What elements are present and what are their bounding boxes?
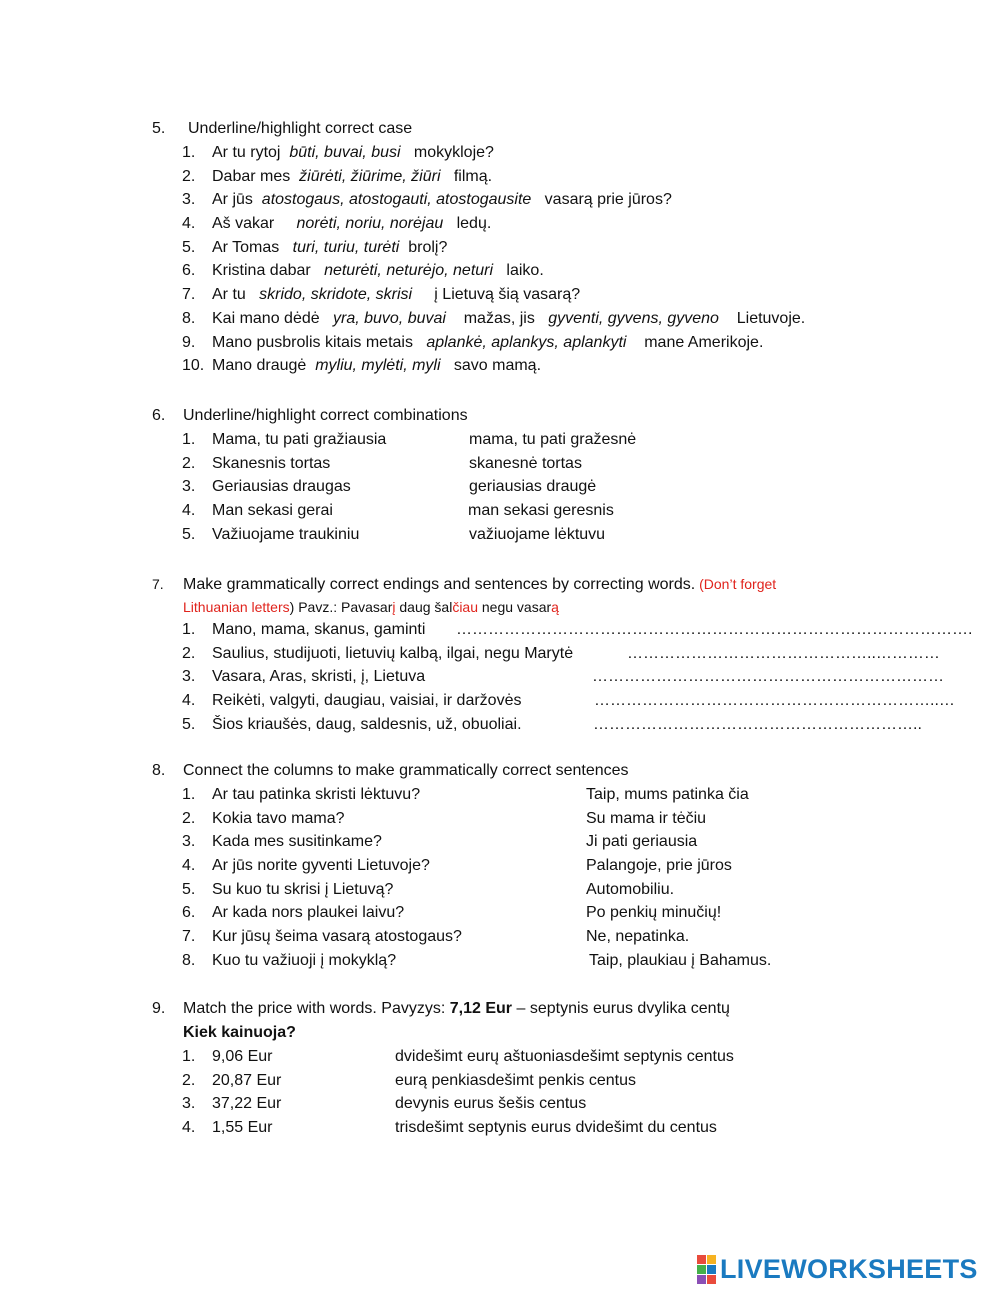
item-text: Saulius, studijuoti, lietuvių kalbą, ilgai, negu Marytė — [212, 644, 574, 662]
item-number: 3. — [182, 668, 196, 686]
answer-options[interactable]: neturėti, neturėjo, neturi — [324, 262, 494, 280]
list-item — [152, 475, 912, 499]
item-text: Šios kriaušės, daug, saldesnis, už, obuoliai. — [212, 715, 522, 733]
logo-block — [707, 1255, 716, 1264]
item-number: 5. — [182, 525, 196, 543]
price-words[interactable]: dvidešimt eurų aštuoniasdešimt septynis centus — [395, 1048, 734, 1065]
item-number: 6. — [182, 262, 196, 280]
list-item — [152, 307, 912, 331]
question[interactable]: Ar tau patinka skristi lėktuvu? — [212, 786, 421, 803]
list-item — [152, 428, 912, 452]
question[interactable]: Kada mes susitinkame? — [212, 833, 382, 851]
answer-options[interactable]: skrido, skridote, skrisi — [259, 286, 413, 304]
item-number: 5. — [182, 238, 196, 256]
answer[interactable]: Ji pati geriausia — [586, 833, 698, 851]
section-8 — [152, 759, 912, 973]
option-a[interactable]: Skanesnis tortas — [212, 454, 331, 472]
answer-options[interactable]: norėti, noriu, norėjau — [296, 215, 444, 233]
item-number: 3. — [182, 191, 196, 209]
item-text: Mano draugė myliu, mylėti, myli savo mamą. — [212, 357, 542, 375]
list-item — [152, 830, 912, 854]
logo-block — [697, 1255, 706, 1264]
option-b[interactable]: geriausias draugė — [469, 478, 597, 496]
item-number: 6. — [182, 904, 196, 922]
list-item — [152, 807, 912, 831]
item-number: 1. — [182, 621, 196, 638]
item-number: 1. — [182, 1048, 196, 1065]
item-number: 7. — [182, 286, 196, 304]
price[interactable]: 37,22 Eur — [212, 1095, 282, 1113]
question[interactable]: Ar jūs norite gyventi Lietuvoje? — [212, 857, 430, 875]
section-7 — [152, 572, 973, 736]
list-item — [152, 642, 940, 666]
answer-options[interactable]: aplankė, aplankys, aplankyti — [426, 333, 627, 351]
section-7-note: Lithuanian letters) Pavz.: Pavasarį daug šalčiau negu vasarą — [183, 599, 559, 615]
option-b[interactable]: mama, tu pati gražesnė — [469, 431, 637, 448]
answer-line[interactable]: …………………………………………………….. — [593, 715, 922, 733]
list-item — [152, 236, 912, 260]
liveworksheets-logo — [697, 1254, 978, 1284]
list-item — [152, 665, 944, 689]
section-title: Match the price with words. Pavyzys: 7,12 Eur – septynis eurus dvylika centų — [183, 1000, 730, 1017]
item-number: 5. — [182, 715, 196, 733]
list-item — [152, 141, 912, 165]
answer[interactable]: Ne, nepatinka. — [586, 928, 690, 946]
section-7-heading — [152, 572, 892, 596]
list-item — [152, 901, 912, 925]
item-text: Reikėti, valgyti, daugiau, vaisiai, ir daržovės — [212, 692, 522, 710]
list-item — [152, 499, 912, 523]
answer-options[interactable]: būti, buvai, busi — [289, 144, 401, 161]
item-number: 4. — [182, 692, 196, 710]
question[interactable]: Kuo tu važiuoji į mokyklą? — [212, 951, 397, 969]
option-b[interactable]: skanesnė tortas — [469, 454, 582, 472]
price[interactable]: 1,55 Eur — [212, 1119, 273, 1137]
price-words[interactable]: eurą penkiasdešimt penkis centus — [395, 1071, 637, 1089]
item-number: 4. — [182, 857, 196, 875]
item-number: 8. — [182, 951, 196, 969]
answer-options[interactable]: gyventi, gyvens, gyveno — [548, 309, 719, 327]
section-title: Make grammatically correct endings and sentences by correcting words. (Don’t forget — [183, 576, 777, 593]
option-b[interactable]: važiuojame lėktuvu — [469, 525, 606, 543]
item-number: 10. — [182, 357, 205, 375]
section-title: Underline/highlight correct case — [188, 120, 413, 137]
option-a[interactable]: Man sekasi gerai — [212, 502, 333, 520]
list-item — [152, 689, 955, 713]
item-number: 1. — [182, 144, 196, 161]
question[interactable]: Kokia tavo mama? — [212, 809, 345, 827]
item-number: 1. — [182, 431, 196, 448]
answer[interactable]: Taip, plaukiau į Bahamus. — [589, 951, 772, 969]
section-number: 5. — [152, 120, 166, 137]
list-item — [152, 523, 912, 547]
section-title: Connect the columns to make grammatically correct sentences — [183, 762, 629, 779]
price[interactable]: 20,87 Eur — [212, 1071, 282, 1089]
list-item — [152, 188, 912, 212]
price-words[interactable]: devynis eurus šešis centus — [395, 1095, 587, 1113]
list-item — [152, 1045, 912, 1069]
item-text: Kai mano dėdė yra, buvo, buvai mažas, jis gyventi, gyvens, gyveno Lietuvoje. — [212, 309, 806, 327]
item-number: 2. — [182, 1071, 196, 1089]
answer-line[interactable]: ……………………………………………………………………………………. — [456, 621, 973, 638]
question[interactable]: Su kuo tu skrisi į Lietuvą? — [212, 880, 394, 898]
option-b[interactable]: man sekasi geresnis — [468, 502, 614, 520]
list-item — [152, 1092, 912, 1116]
section-9-heading — [152, 997, 912, 1021]
list-item — [152, 283, 912, 307]
section-8-heading — [152, 759, 912, 783]
answer[interactable]: Taip, mums patinka čia — [586, 786, 749, 803]
answer[interactable]: Automobiliu. — [586, 880, 675, 898]
answer-options[interactable]: yra, buvo, buvai — [332, 309, 446, 327]
price-words[interactable]: trisdešimt septynis eurus dvidešimt du centus — [395, 1119, 717, 1137]
list-item — [152, 878, 912, 902]
list-item — [152, 618, 973, 642]
logo-text: LIVEWORKSHEETS — [720, 1253, 978, 1284]
list-item — [152, 949, 912, 973]
answer-options[interactable]: žiūrėti, žiūrime, žiūri — [299, 167, 441, 185]
item-number: 3. — [182, 478, 196, 496]
item-number: 2. — [182, 454, 196, 472]
list-item — [152, 925, 912, 949]
item-text: Ar tu rytoj būti, buvai, busi mokykloje? — [212, 144, 494, 161]
item-number: 4. — [182, 215, 196, 233]
section-9 — [152, 997, 912, 1140]
item-number: 5. — [182, 880, 196, 898]
item-text: Mano pusbrolis kitais metais aplankė, aplankys, aplankyti mane Amerikoje. — [212, 333, 764, 351]
list-item — [152, 854, 912, 878]
answer[interactable]: Su mama ir tėčiu — [586, 809, 707, 827]
list-item — [152, 713, 922, 737]
option-a[interactable]: Mama, tu pati gražiausia — [212, 431, 387, 448]
item-number: 7. — [182, 928, 196, 946]
section-number: 7. — [152, 576, 164, 592]
section-5 — [152, 117, 912, 378]
logo-block — [697, 1275, 706, 1284]
item-text: Dabar mes žiūrėti, žiūrime, žiūri filmą. — [212, 167, 493, 185]
section-number: 8. — [152, 762, 166, 779]
item-number: 9. — [182, 333, 196, 351]
logo-block — [707, 1275, 716, 1284]
item-number: 1. — [182, 786, 196, 803]
item-text: Ar jūs atostogaus, atostogauti, atostogausite vasarą prie jūros? — [212, 191, 672, 209]
item-number: 4. — [182, 1119, 196, 1137]
item-text: Vasara, Aras, skristi, į, Lietuva — [212, 668, 426, 686]
list-item — [152, 1069, 912, 1093]
question[interactable]: Kur jūsų šeima vasarą atostogaus? — [212, 928, 462, 946]
item-number: 4. — [182, 502, 196, 520]
list-item — [152, 165, 912, 189]
section-number: 6. — [152, 407, 166, 424]
item-number: 3. — [182, 1095, 196, 1113]
answer-line[interactable]: ………………………………………………………… — [592, 668, 944, 686]
section-title: Underline/highlight correct combinations — [183, 407, 468, 424]
section-6-heading — [152, 404, 912, 428]
section-number: 9. — [152, 1000, 166, 1017]
answer-line[interactable]: ………………………………………..………… — [627, 644, 940, 662]
answer[interactable]: Po penkių minučių! — [586, 904, 722, 922]
section-9-subtitle: Kiek kainuoja? — [183, 1024, 296, 1041]
list-item — [152, 331, 912, 355]
item-text: Kristina dabar neturėti, neturėjo, neturi laiko. — [212, 262, 544, 280]
list-item — [152, 452, 912, 476]
logo-block — [707, 1265, 716, 1274]
item-number: 3. — [182, 833, 196, 851]
list-item — [152, 354, 912, 378]
list-item — [152, 259, 912, 283]
option-a[interactable]: Geriausias draugas — [212, 478, 351, 496]
answer[interactable]: Palangoje, prie jūros — [586, 857, 732, 875]
logo-block — [697, 1265, 706, 1274]
section-6 — [152, 404, 912, 546]
item-text: Ar tu skrido, skridote, skrisi į Lietuvą šią vasarą? — [212, 286, 581, 304]
item-number: 2. — [182, 644, 196, 662]
item-text: Ar Tomas turi, turiu, turėti brolį? — [212, 238, 448, 256]
section-5-heading — [152, 117, 912, 141]
item-number: 2. — [182, 809, 196, 827]
list-item — [152, 783, 912, 807]
item-number: 2. — [182, 167, 196, 185]
list-item — [152, 1116, 912, 1140]
option-a[interactable]: Važiuojame traukiniu — [212, 525, 360, 543]
question[interactable]: Ar kada nors plaukei laivu? — [212, 904, 405, 922]
logo-blocks-icon — [697, 1255, 716, 1284]
answer-line[interactable]: ………………………………………………………..… — [594, 692, 955, 710]
item-number: 8. — [182, 309, 196, 327]
answer-options[interactable]: myliu, mylėti, myli — [315, 357, 441, 375]
answer-options[interactable]: atostogaus, atostogauti, atostogausite — [261, 191, 532, 209]
price[interactable]: 9,06 Eur — [212, 1048, 273, 1065]
answer-options[interactable]: turi, turiu, turėti — [292, 238, 400, 256]
item-text: Mano, mama, skanus, gaminti — [212, 621, 426, 638]
item-text: Aš vakar norėti, noriu, norėjau ledų. — [212, 215, 492, 233]
list-item — [152, 212, 912, 236]
